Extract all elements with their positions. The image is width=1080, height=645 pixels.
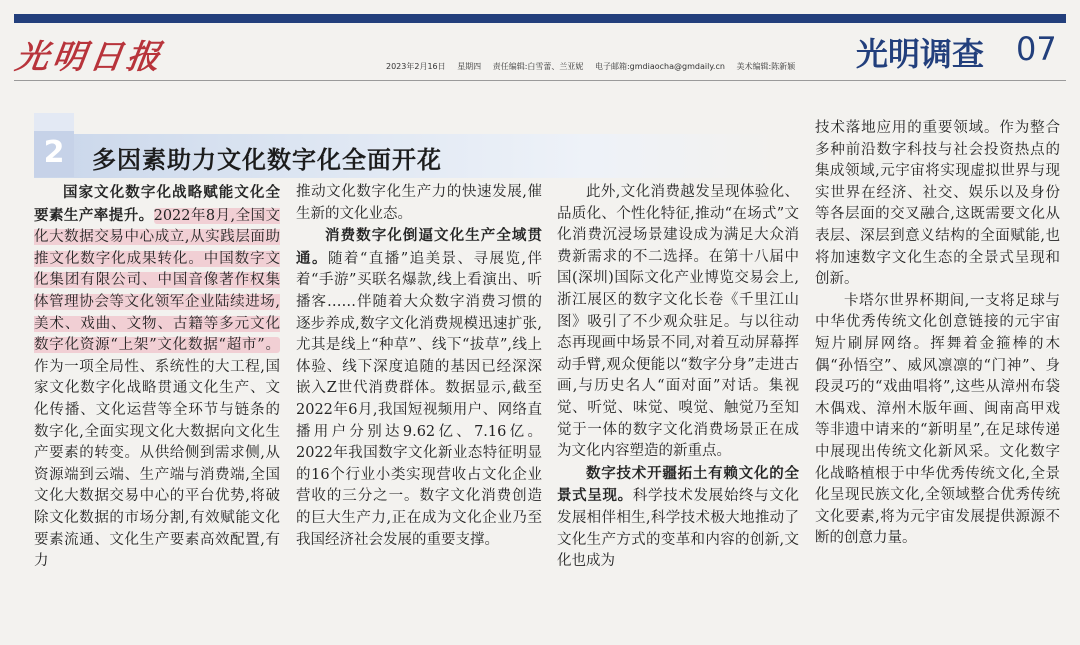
top-color-bar xyxy=(14,14,1066,23)
page-number: 07 xyxy=(1016,30,1057,68)
paragraph-continued: 推动文化数字化生产力的快速发展,催生新的文化业态。 xyxy=(296,184,542,222)
issue-meta-line xyxy=(386,61,804,72)
body-text: 随着“直播”追美景、寻展览,伴着“手游”买联名爆款,线上看演出、听播客……伴随着大众数字消费习惯的逐步养成,数字文化消费规模迅速扩张,尤其是线上“种草”、线下“拔草”,线上体验、线下深度追随的基因已经深深嵌入Z世代消费群体。数据显示,截至2022年6月,我国短视频用户、网络直播用户分别达9.62亿、7.16亿。2022年我国数字文化新业态特征明显的16个行业小类实现营收占文化企业营收的三分之一。数字文化消费创造的巨大生产力,正在成为文化企业乃至我国经济社会发展的重要支撑。 xyxy=(296,250,542,548)
paragraph: 卡塔尔世界杯期间,一支将足球与中华优秀传统文化创意链接的元宇宙短片刷屏网络。挥舞着金箍棒的木偶“孙悟空”、威风凛凛的“门神”、身段灵巧的“戏曲唱将”,这些从漳州布袋木偶戏、漳州木版年画、闽南高甲戏等非遗中请来的“新明星”,在足球传递中展现出传统文化新风采。文化数字化战略植根于中华优秀传统文化,全景化呈现民族文化,全领域整合优秀传统文化要素,将为元宇宙发展提供源源不断的创意力量。 xyxy=(815,292,1060,547)
responsible-editors: 责任编辑:白雪蕾、兰亚妮 xyxy=(492,62,584,71)
body-text: 作为一项全局性、系统性的大工程,国家文化数字化战略贯通文化生产、文化传播、文化运营等全环节与链条的数字化,全面实现文化大数据向文化生产要素的转变。从供给侧到需求侧,从资源端到云端、生产端与消费端,全国文化大数据交易中心的平台优势,将破除文化数据的市场分割,有效赋能文化要素流通、文化生产要素高效配置,有力 xyxy=(34,358,280,570)
lead-sentence: 消费数字化倒逼文化生产全域贯通。 xyxy=(296,227,542,267)
paragraph xyxy=(296,225,542,551)
issue-date: 2023年2月16日 xyxy=(386,62,446,71)
article-column-2 xyxy=(296,182,542,642)
paragraph xyxy=(557,463,799,573)
article-column-1 xyxy=(34,182,280,642)
article-heading: 多因素助力文化数字化全面开花 xyxy=(92,145,442,174)
art-editor: 美术编辑:陈新颖 xyxy=(736,62,796,71)
section-number: 2 xyxy=(43,135,65,170)
header-divider xyxy=(14,80,1066,81)
lead-sentence: 数字技术开疆拓土有赖文化的全景式呈现。 xyxy=(557,464,799,505)
paragraph: 此外,文化消费越发呈现体验化、品质化、个性化特征,推动“在场式”文化消费沉浸场景建设成为满足大众消费新需求的不二选择。在第十八届中国(深圳)国际文化产业博览交易会上,浙江展区的数字文化长卷《千里江山图》吸引了不少观众驻足。与以往动态再现画中场景不同,对着互动屏幕挥动手臂,观众便能以“数字分身”走进古画,与历史名人“面对面”对话。集视觉、听觉、味觉、嗅觉、触觉乃至知觉于一体的数字文化消费场景正在成为文化内容塑造的新重点。 xyxy=(557,184,799,460)
section-name: 光明调查 xyxy=(856,35,985,73)
article-column-4 xyxy=(815,118,1060,642)
highlighted-passage: 2022年8月,全国文化大数据交易中心成立,从实践层面助推文化数字化成果转化。中国数字文化集团有限公司、中国音像著作权集体管理协会等文化领军企业陆续进场,美术、戏曲、文物、古籍等多元文化数字化资源“上架”文化数据“超市”。 xyxy=(34,207,280,354)
issue-weekday: 星期四 xyxy=(457,62,482,71)
article-column-3 xyxy=(557,182,799,642)
paragraph xyxy=(34,182,280,573)
paragraph-continued: 技术落地应用的重要领域。作为整合多种前沿数字科技与社会投资热点的集成领域,元宇宙将实现虚拟世界与现实世界在经济、社交、娱乐以及身份等各层面的交叉融合,这既需要文化从表层、深层到意义结构的全面赋能,也将加速数字文化生态的全景式呈现和创新。 xyxy=(815,120,1060,288)
body-text: 科学技术发展始终与文化发展相伴相生,科学技术极大地推动了文化生产方式的变革和内容的创新,文化也成为 xyxy=(557,488,799,570)
newspaper-logo: 光明日报 xyxy=(12,37,167,76)
section-number-badge xyxy=(34,113,74,177)
lead-sentence: 国家文化数字化战略赋能文化全要素生产率提升。 xyxy=(34,184,280,224)
editor-email: 电子邮箱:gmdiaocha@gmdaily.cn xyxy=(594,62,725,71)
